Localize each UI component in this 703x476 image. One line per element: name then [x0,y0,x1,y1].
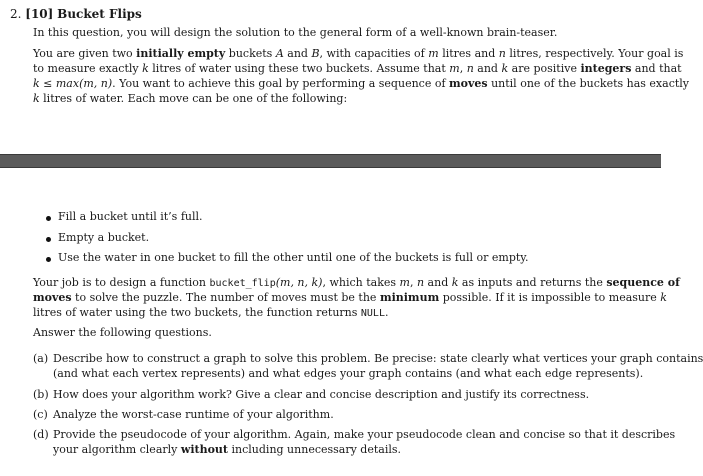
part-a-line-1: Describe how to construct a graph to solve this problem. Be precise: state clearly what vertices your graph contains [53,352,703,365]
job-line-3: litres of water using the two buckets, the function returns NULL. [33,306,389,319]
intro-paragraph: In this question, you will design the solution to the general form of a well-known brain-teaser. [33,26,558,39]
part-c-label: (c) [33,408,48,421]
bullet-icon [46,257,51,262]
part-b-line-1: How does your algorithm work? Give a clear and concise description and justify its correctness. [53,388,590,401]
question-heading [10,7,142,21]
part-b-label: (b) [33,388,49,401]
bullet-icon [46,216,51,221]
part-a-line-2: (and what each vertex represents) and what edges your graph contains (and what each edge represents). [53,367,644,380]
page-break-bar [0,154,661,168]
question-title: Bucket Flips [57,7,142,21]
part-d-line-1: Provide the pseudocode of your algorithm. Again, make your pseudocode clean and concise so that it describes [53,428,676,441]
question-number: 2. [10,7,22,21]
problem-line-4: k litres of water. Each move can be one of the following: [33,92,348,105]
problem-line-1: You are given two initially empty buckets A and B, with capacities of m litres and n litres, respectively. Your goal is [33,47,684,60]
move-item-pour: Use the water in one bucket to fill the other until one of the buckets is full or empty. [58,251,529,264]
problem-line-2: to measure exactly k litres of water using these two buckets. Assume that m, n and k are positive integers and that [33,62,682,75]
problem-line-3: k ≤ max(m, n). You want to achieve this goal by performing a sequence of moves until one of the buckets has exactly [33,77,690,90]
answer-intro: Answer the following questions. [33,326,212,339]
bullet-icon [46,237,51,242]
part-a-label: (a) [33,352,49,365]
part-d-label: (d) [33,428,49,441]
part-c-line-1: Analyze the worst-case runtime of your algorithm. [53,408,334,421]
question-points: [10] [25,7,54,21]
move-item-fill: Fill a bucket until it’s full. [58,210,203,223]
job-line-1: Your job is to design a function bucket_flip(m, n, k), which takes m, n and k as inputs and returns the sequence of [33,276,680,289]
job-line-2: moves to solve the puzzle. The number of moves must be the minimum possible. If it is impossible to measure k [33,291,667,304]
move-item-empty: Empty a bucket. [58,231,150,244]
part-d-line-2: your algorithm clearly without including unnecessary details. [53,443,402,456]
